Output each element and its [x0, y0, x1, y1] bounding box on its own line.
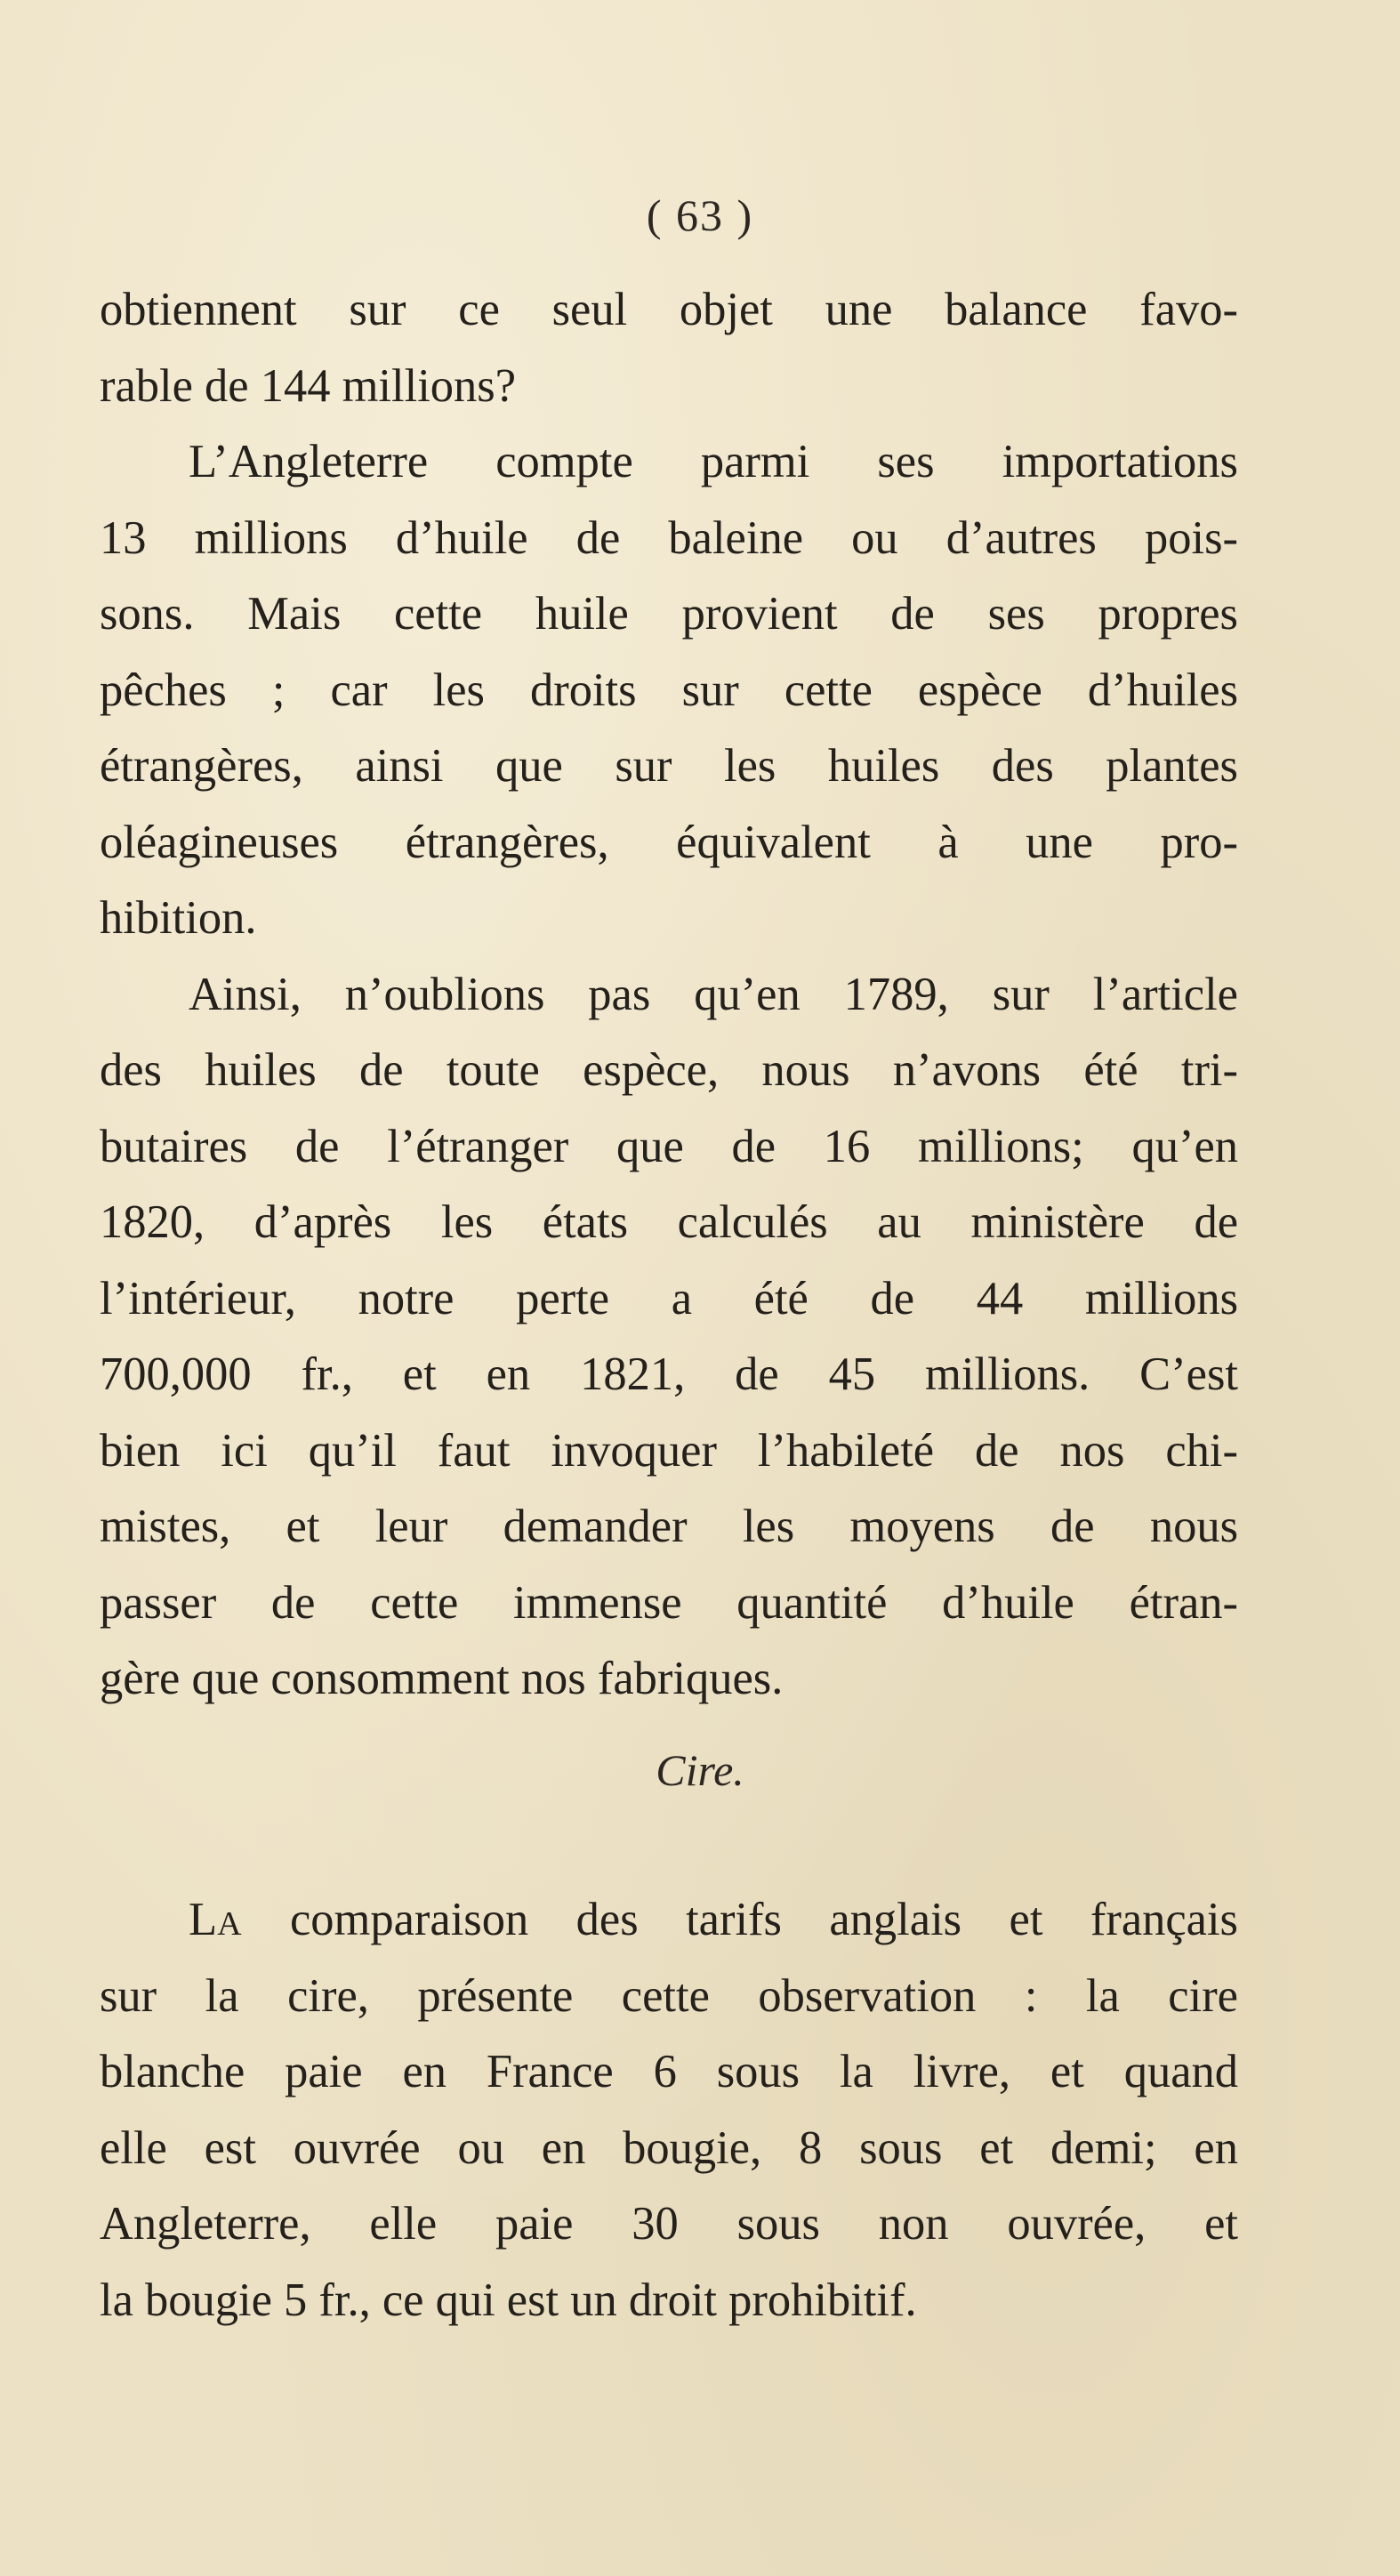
main-text — [100, 272, 1238, 1718]
text-line: des huiles de toute espèce, nous n’avons été tri- — [100, 1044, 1238, 1096]
text-line: sons. Mais cette huile provient de ses propres — [100, 588, 1238, 640]
text-line: l’intérieur, notre perte a été de 44 millions — [100, 1272, 1238, 1324]
text-line: mistes, et leur demander les moyens de nous — [100, 1501, 1238, 1552]
text-line: obtiennent sur ce seul objet une balance favo- — [100, 284, 1238, 335]
text-line: étrangères, ainsi que sur les huiles des plantes — [100, 740, 1238, 792]
small-caps-lead-small: A — [217, 1905, 243, 1943]
text-line: rable de 144 millions? — [100, 359, 517, 412]
text-line-rest: comparaison des tarifs anglais et français — [242, 1894, 1238, 1945]
text-line: 700,000 fr., et en 1821, de 45 millions. C’est — [100, 1348, 1238, 1400]
text-line: pêches ; car les droits sur cette espèce d’huiles — [100, 664, 1238, 716]
small-caps-lead-capital: L — [189, 1894, 218, 1945]
text-line: Angleterre, elle paie 30 sous non ouvrée, et — [100, 2198, 1238, 2250]
text-line: 13 millions d’huile de baleine ou d’autres pois- — [100, 511, 1238, 564]
text-line: bien ici qu’il faut invoquer l’habileté de nos chi- — [100, 1424, 1238, 1477]
text-line-lead — [100, 1882, 1238, 1959]
text-line: L’Angleterre compte parmi ses importations — [189, 436, 1238, 487]
text-line: Ainsi, n’oublions pas qu’en 1789, sur l’article — [189, 968, 1238, 1020]
text-line: elle est ouvrée ou en bougie, 8 sous et demi; en — [100, 2121, 1238, 2174]
text-line: passer de cette immense quantité d’huile étran- — [100, 1576, 1238, 1629]
text-line: sur la cire, présente cette observation : la cire — [100, 1969, 1238, 2022]
text-line: gère que consomment nos fabriques. — [100, 1653, 784, 1704]
section-title: Cire. — [656, 1745, 744, 1795]
text-line: oléagineuses étrangères, équivalent à une pro- — [100, 816, 1238, 868]
text-line: hibition. — [100, 892, 257, 944]
text-line: butaires de l’étranger que de 16 millions; qu’en — [100, 1120, 1238, 1172]
text-line: 1820, d’après les états calculés au ministère de — [100, 1196, 1238, 1248]
page-number: ( 63 ) — [646, 190, 754, 240]
text-line: la bougie 5 fr., ce qui est un droit prohibitif. — [100, 2274, 917, 2326]
text-line: blanche paie en France 6 sous la livre, et quand — [100, 2046, 1238, 2097]
section-text — [100, 1882, 1238, 2339]
